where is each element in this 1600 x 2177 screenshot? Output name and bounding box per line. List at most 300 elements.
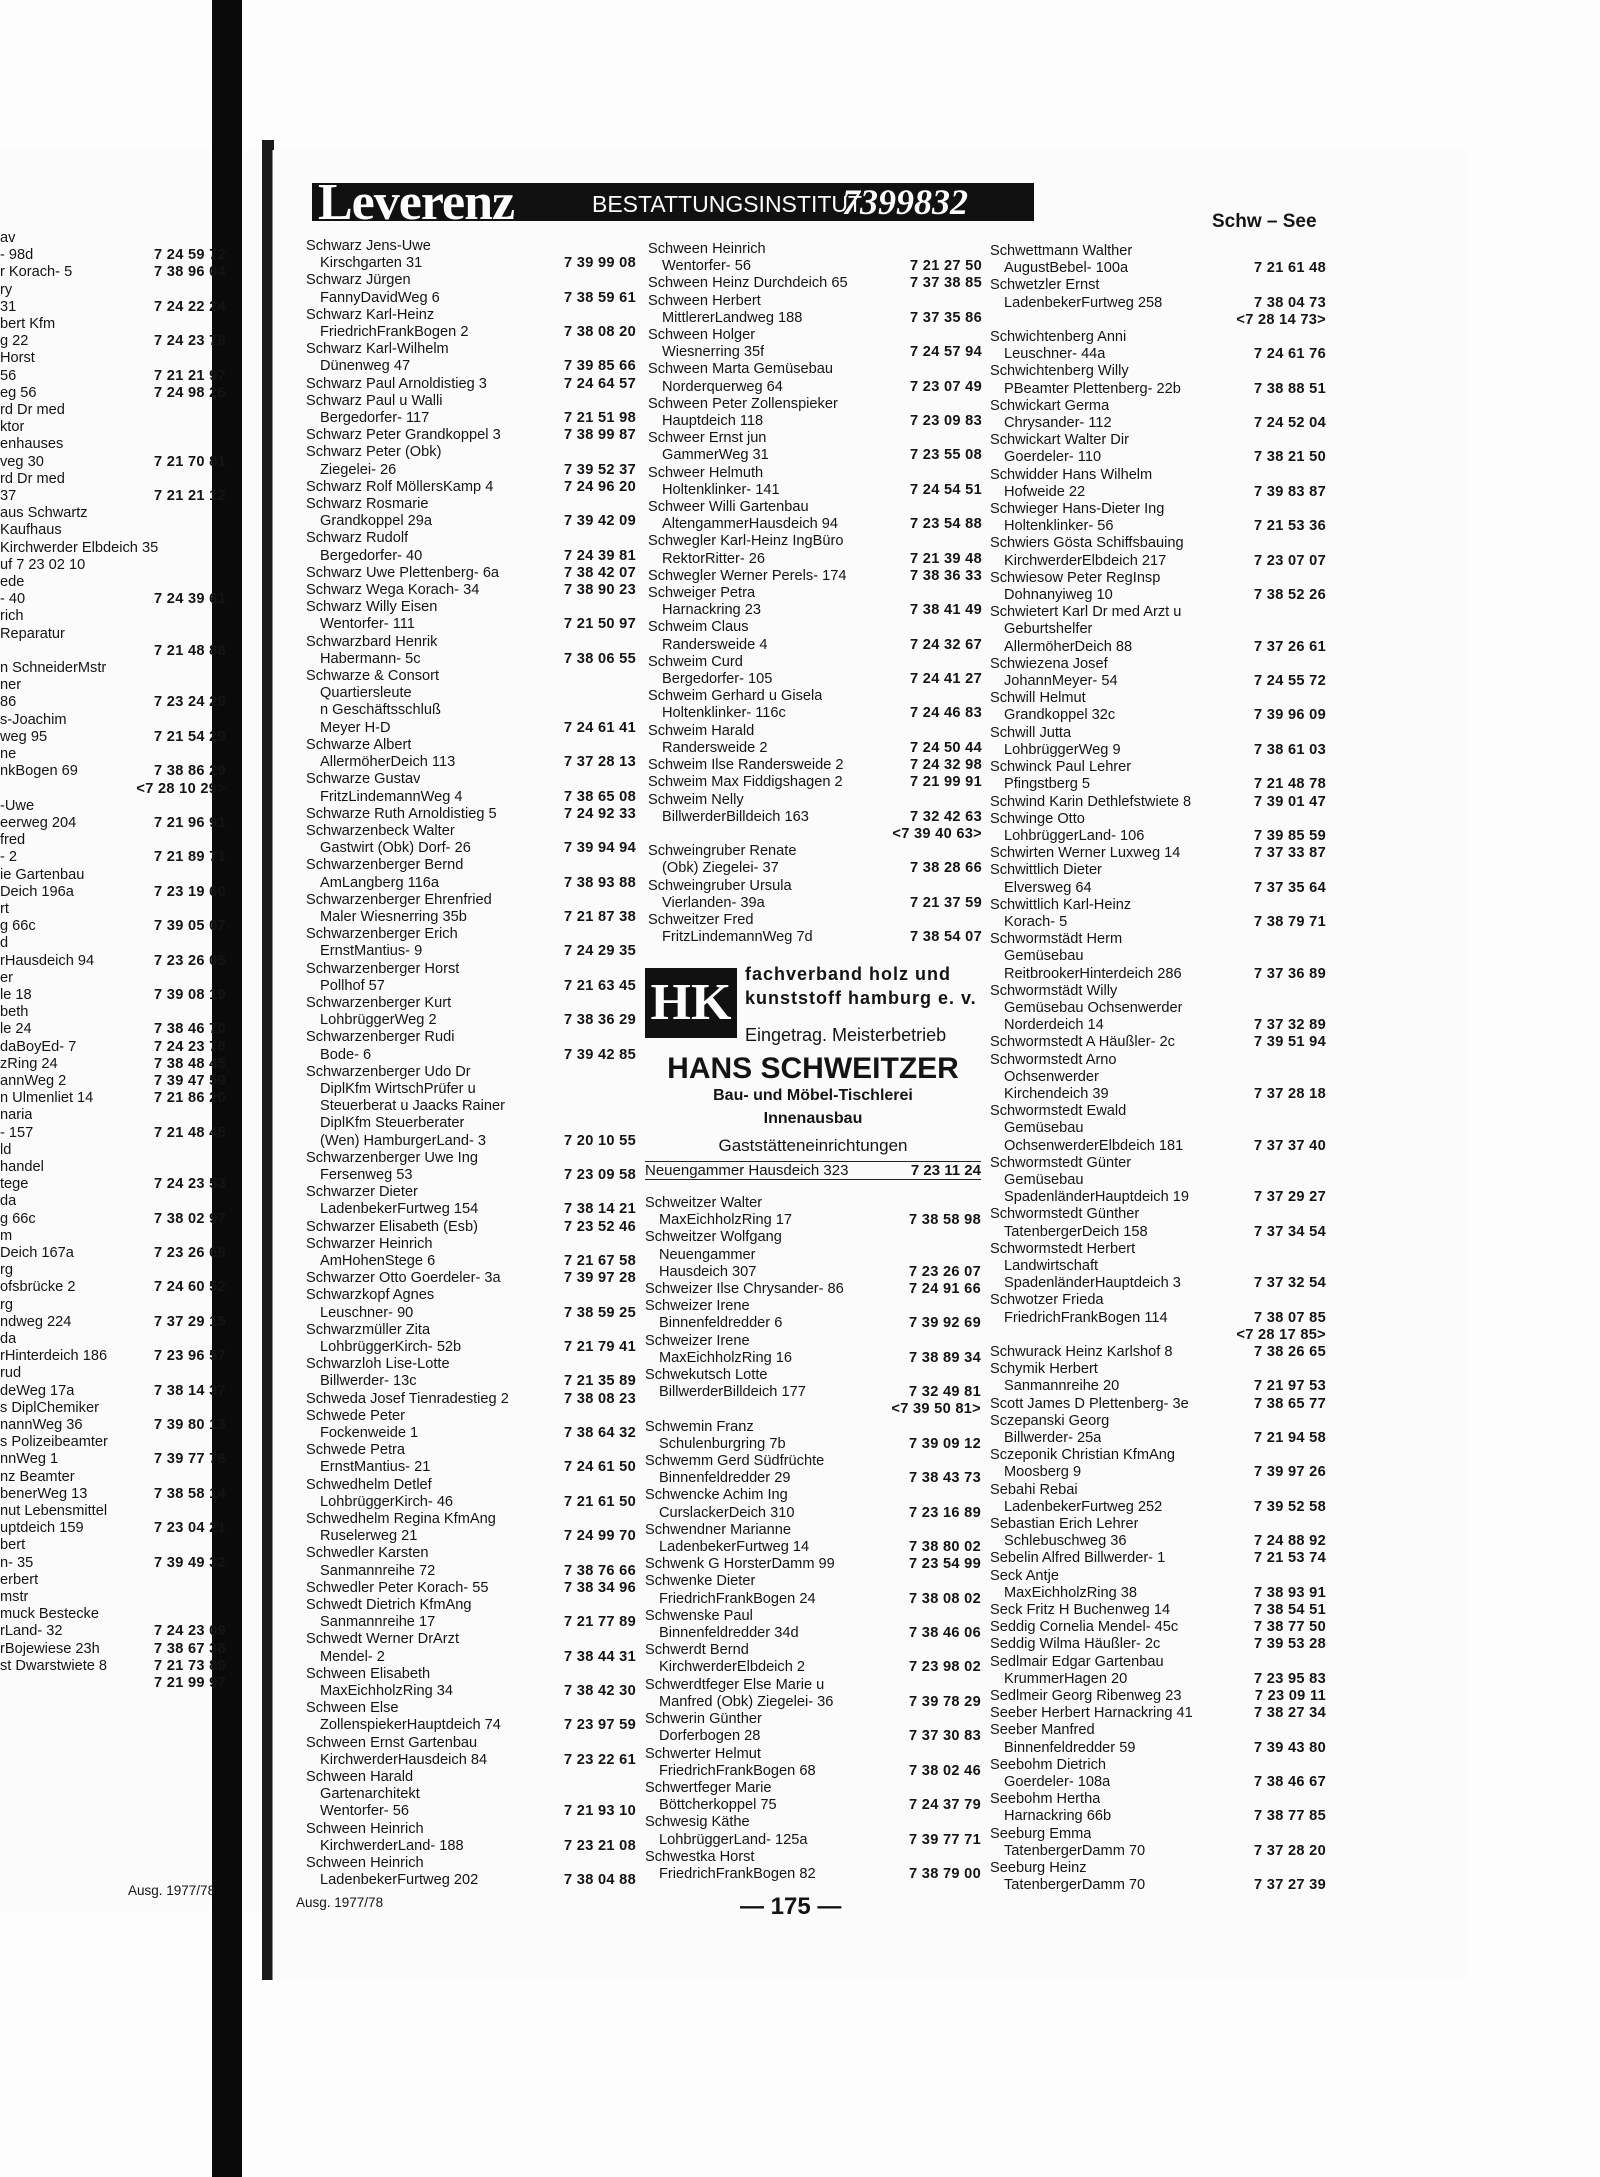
entry-phone: 7 24 61 76 [1254, 346, 1326, 363]
directory-entry [306, 1408, 636, 1425]
directory-entry [0, 1056, 226, 1073]
entry-phone: 7 24 23 09 [154, 1623, 226, 1640]
entry-text: MaxEichholzRing 38 [1004, 1584, 1138, 1601]
entry-phone: 7 37 36 89 [1254, 965, 1326, 982]
directory-entry [0, 660, 226, 677]
directory-entry [306, 1047, 636, 1064]
directory-entry [648, 860, 982, 877]
entry-phone [630, 238, 636, 255]
entry-text: 56 [0, 367, 17, 384]
entry-phone [222, 1331, 226, 1348]
directory-entry [645, 1591, 981, 1608]
entry-text: av [0, 230, 16, 246]
directory-entry [306, 1769, 636, 1786]
entry-phone: 7 39 92 69 [909, 1315, 981, 1332]
entry-text: Schwarze Ruth Arnoldistieg 5 [306, 805, 497, 822]
directory-entry [306, 1631, 636, 1648]
entry-phone: 7 21 61 50 [564, 1493, 636, 1510]
directory-entry [0, 1297, 226, 1314]
entry-phone [630, 1064, 636, 1081]
entry-phone [630, 1769, 636, 1786]
entry-phone [1320, 811, 1326, 828]
entry-phone [975, 1195, 981, 1212]
entry-phone [222, 471, 226, 488]
entry-text: rHausdeich 94 [0, 952, 95, 969]
entry-phone: 7 21 97 53 [1254, 1378, 1326, 1395]
entry-text: Schwickart Germa [990, 397, 1110, 414]
directory-entry [306, 272, 636, 289]
entry-phone [222, 522, 226, 539]
entry-text: CurslackerDeich 310 [659, 1504, 795, 1521]
directory-entry [0, 729, 226, 746]
entry-text: Schwencke Achim Ing [645, 1487, 788, 1504]
directory-entry [0, 1641, 226, 1658]
entry-phone: 7 39 01 47 [1254, 793, 1326, 810]
directory-entry [990, 1516, 1326, 1533]
entry-phone: 7 23 21 08 [564, 1837, 636, 1854]
entry-text: Schwickart Walter Dir [990, 432, 1129, 449]
entry-text: Schween Peter Zollenspieker [648, 395, 838, 412]
directory-entry [306, 1167, 636, 1184]
entry-text: Seeburg Emma [990, 1825, 1092, 1842]
entry-phone: 7 38 04 88 [564, 1872, 636, 1889]
entry-phone: 7 21 70 81 [154, 453, 226, 470]
directory-entry [0, 815, 226, 832]
directory-entry [306, 685, 636, 702]
entry-text: Schymik Herbert [990, 1361, 1098, 1378]
entry-phone [630, 599, 636, 616]
directory-entry [645, 1677, 981, 1694]
directory-entry [0, 1589, 226, 1606]
directory-entry [0, 1365, 226, 1382]
directory-entry [990, 346, 1326, 363]
directory-entry [645, 1642, 981, 1659]
entry-text: KrummerHagen 20 [1004, 1670, 1128, 1687]
directory-entry [306, 376, 636, 393]
entry-text: Bode- 6 [320, 1046, 372, 1063]
entry-text: beth [0, 1004, 29, 1021]
entry-phone: 7 38 02 97 [154, 1210, 226, 1227]
directory-entry [0, 626, 226, 643]
entry-phone: 7 24 41 27 [910, 671, 982, 688]
entry-phone: 7 38 96 04 [154, 264, 226, 281]
entry-phone: 7 38 34 96 [564, 1579, 636, 1596]
entry-phone: 7 32 49 81 [909, 1384, 981, 1401]
directory-entry [648, 344, 982, 361]
entry-phone [630, 634, 636, 651]
entry-phone [1320, 621, 1326, 638]
directory-entry [990, 381, 1326, 398]
directory-entry [645, 1350, 981, 1367]
entry-text: bert Kfm [0, 316, 56, 333]
entry-phone [222, 282, 226, 299]
entry-text: AllermöherDeich 113 [320, 754, 456, 771]
entry-phone [976, 688, 982, 705]
directory-entry [648, 705, 982, 722]
directory-entry [306, 1133, 636, 1150]
directory-entry [306, 720, 636, 737]
directory-entry [648, 293, 982, 310]
entry-phone: 7 21 87 38 [564, 908, 636, 925]
entry-text: Schwedhelm Regina KfmAng [306, 1511, 496, 1528]
entry-phone: 7 24 59 72 [154, 247, 226, 264]
entry-phone: 7 24 88 92 [1254, 1533, 1326, 1550]
entry-phone: 7 23 09 11 [1254, 1688, 1326, 1705]
entry-text: Gastwirt (Obk) Dorf- 26 [320, 840, 471, 857]
entry-phone: 7 24 37 79 [909, 1797, 981, 1814]
directory-entry [0, 1537, 226, 1554]
ad-company-name: HANS SCHWEITZER [667, 1052, 959, 1085]
entry-phone [222, 557, 226, 574]
entry-phone [1320, 1447, 1326, 1464]
entry-phone [976, 327, 982, 344]
entry-phone: 7 38 36 29 [564, 1012, 636, 1029]
directory-entry [306, 737, 636, 754]
directory-entry [306, 1494, 636, 1511]
entry-text: n Geschäftsschluß [320, 702, 441, 719]
entry-text: Schweizer Irene [645, 1332, 750, 1349]
entry-text: LohbrüggerKirch- 52b [320, 1339, 462, 1355]
entry-phone: 7 24 55 72 [1254, 673, 1326, 690]
entry-text: Seebohm Dietrich [990, 1756, 1106, 1773]
directory-entry [306, 1322, 636, 1339]
directory-entry [645, 1814, 981, 1831]
entry-text: LohbrüggerWeg 2 [320, 1012, 437, 1029]
entry-text: Randersweide 2 [662, 739, 768, 756]
entry-phone: 7 37 38 85 [910, 275, 982, 292]
entry-text: Schwarzer Dieter [306, 1184, 418, 1201]
entry-phone: 7 21 21 97 [154, 367, 226, 384]
entry-phone [222, 230, 226, 247]
directory-entry [306, 926, 636, 943]
directory-entry [645, 1746, 981, 1763]
entry-phone [222, 1503, 226, 1520]
entry-phone: 7 38 46 70 [154, 1021, 226, 1038]
entry-text: Horst [0, 350, 35, 367]
entry-phone [222, 901, 226, 918]
entry-text: Schwinge Otto [990, 810, 1085, 827]
entry-text: nannWeg 36 [0, 1417, 83, 1434]
directory-entry [306, 909, 636, 926]
entry-text: rg [0, 1296, 13, 1313]
entry-phone: 7 23 52 46 [564, 1218, 636, 1235]
directory-entry [645, 1419, 981, 1436]
directory-entry [645, 1264, 981, 1281]
directory-entry [990, 1155, 1326, 1172]
directory-entry [306, 1528, 636, 1545]
entry-text: Schwarzkopf Agnes [306, 1287, 435, 1304]
directory-entry [0, 488, 226, 505]
directory-entry [648, 533, 982, 550]
entry-text: Schwarzbard Henrik [306, 633, 438, 650]
entry-text: Ruselerweg 21 [320, 1528, 418, 1545]
entry-text: Schwiesow Peter RegInsp [990, 569, 1161, 586]
directory-entry [0, 1606, 226, 1623]
directory-entry [990, 931, 1326, 948]
entry-text: ld [0, 1141, 12, 1158]
entry-text: LohbrüggerWeg 9 [1004, 741, 1121, 758]
entry-text: zRing 24 [0, 1055, 58, 1072]
directory-entry [648, 792, 982, 809]
directory-entry [648, 671, 982, 688]
entry-text: Schwarzmüller Zita [306, 1321, 431, 1338]
entry-phone [975, 1298, 981, 1315]
entry-text: bert [0, 1537, 26, 1554]
entry-text: Sanmannreihe 20 [1004, 1378, 1120, 1395]
directory-entry [0, 849, 226, 866]
entry-phone: 7 39 85 59 [1254, 827, 1326, 844]
directory-entry [0, 557, 226, 574]
entry-text: da [0, 1193, 17, 1210]
entry-phone [975, 1780, 981, 1797]
entry-text: Wiesnerring 35f [662, 344, 765, 361]
entry-phone: 7 24 32 98 [910, 757, 982, 774]
entry-phone: 7 38 54 07 [910, 929, 982, 946]
entry-text: KirchwerderElbdeich 2 [659, 1659, 806, 1676]
directory-entry [990, 277, 1326, 294]
directory-entry [0, 1107, 226, 1124]
entry-text: Schwestka Horst [645, 1848, 755, 1865]
directory-entry [0, 918, 226, 935]
entry-text: Schwiers Gösta Schiffsbauing [990, 535, 1184, 552]
directory-entry [0, 350, 226, 367]
entry-phone [630, 1545, 636, 1562]
entry-phone [1320, 690, 1326, 707]
entry-text: ner [0, 677, 22, 694]
entry-text: Schween Heinrich [306, 1855, 424, 1872]
directory-entry [990, 1843, 1326, 1860]
entry-text: Schwarzenberger Ehrenfried [306, 891, 492, 908]
directory-entry [0, 712, 226, 729]
directory-entry [990, 1430, 1326, 1447]
entry-phone [222, 1159, 226, 1176]
entry-text: Schwarze Gustav [306, 771, 421, 788]
entry-text: PBeamter Plettenberg- 22b [1004, 380, 1181, 397]
directory-entry [0, 1520, 226, 1537]
directory-entry [306, 565, 636, 582]
entry-text: Schwarz Rudolf [306, 530, 409, 547]
page-number: — 175 — [740, 1893, 842, 1920]
entry-text: TatenbergerDamm 70 [1004, 1877, 1146, 1894]
directory-entry [990, 398, 1326, 415]
entry-text: LohbrüggerLand- 106 [1004, 827, 1145, 844]
entry-phone: <7 28 14 73> [1236, 311, 1326, 328]
entry-text: Wentorfer- 56 [320, 1803, 409, 1820]
directory-entry [645, 1556, 981, 1573]
directory-entry [648, 619, 982, 636]
entry-phone: 7 38 08 20 [564, 324, 636, 341]
entry-text: Schwotzer Frieda [990, 1292, 1104, 1309]
entry-phone: 7 23 09 83 [910, 413, 982, 430]
entry-text: MaxEichholzRing 16 [659, 1349, 793, 1366]
directory-entry [0, 574, 226, 591]
directory-entry [648, 482, 982, 499]
entry-phone [1320, 897, 1326, 914]
entry-phone: 7 39 78 29 [909, 1693, 981, 1710]
entry-phone [630, 1735, 636, 1752]
entry-text: Schulenburgring 7b [659, 1435, 786, 1452]
entry-phone [1320, 535, 1326, 552]
directory-entry [0, 316, 226, 333]
entry-text: LadenbekerFurtweg 202 [320, 1872, 479, 1889]
entry-phone: 7 21 48 45 [154, 1124, 226, 1141]
entry-phone: 7 38 54 51 [1254, 1602, 1326, 1619]
entry-text: Schwind Karin Dethlefstwiete 8 [990, 793, 1192, 810]
entry-phone [222, 402, 226, 419]
entry-text: Ochsenwerder [1004, 1068, 1099, 1085]
entry-phone: 7 21 89 71 [154, 849, 226, 866]
directory-entry [306, 651, 636, 668]
entry-text: Goerdeler- 110 [1004, 449, 1102, 466]
directory-entry [990, 1344, 1326, 1361]
directory-entry [990, 570, 1326, 587]
entry-phone [630, 1821, 636, 1838]
directory-entry [0, 1021, 226, 1038]
entry-phone [222, 1572, 226, 1589]
entry-text: rich [0, 608, 24, 625]
entry-text: ry [0, 281, 13, 298]
entry-text: Bergedorfer- 105 [662, 671, 773, 688]
entry-phone: 7 38 43 73 [909, 1470, 981, 1487]
entry-phone: 7 37 28 13 [564, 754, 636, 771]
directory-entry [306, 496, 636, 513]
entry-text: 31 [0, 298, 17, 315]
directory-entry [990, 1602, 1326, 1619]
directory-entry [990, 587, 1326, 604]
directory-entry [306, 1580, 636, 1597]
directory-entry [306, 548, 636, 565]
directory-entry [0, 385, 226, 402]
entry-phone: 7 24 92 33 [564, 805, 636, 822]
entry-phone [222, 746, 226, 763]
directory-entry [648, 413, 982, 430]
entry-text: Schwormstädt Herm [990, 931, 1123, 948]
directory-entry [306, 806, 636, 823]
entry-phone [1320, 759, 1326, 776]
entry-text: benerWeg 13 [0, 1485, 88, 1502]
entry-phone [976, 396, 982, 413]
directory-entry [306, 1064, 636, 1081]
directory-entry [990, 828, 1326, 845]
entry-text: Seeber Herbert Harnackring 41 [990, 1705, 1193, 1722]
entry-text: (Obk) Ziegelei- 37 [662, 860, 779, 877]
entry-text: rd Dr med [0, 402, 65, 419]
entry-text: Schweim Claus [648, 619, 749, 636]
entry-phone [976, 792, 982, 809]
directory-entry [0, 1623, 226, 1640]
entry-phone: 7 38 76 66 [564, 1562, 636, 1579]
directory-entry [645, 1608, 981, 1625]
entry-text: Binnenfeldredder 29 [659, 1470, 791, 1487]
entry-phone [975, 1608, 981, 1625]
entry-phone [630, 1477, 636, 1494]
directory-entry [306, 616, 636, 633]
entry-text: Böttcherkoppel 75 [659, 1797, 777, 1814]
entry-phone: 7 21 50 97 [564, 616, 636, 633]
entry-phone: 7 24 64 57 [564, 375, 636, 392]
entry-phone: 7 37 29 15 [154, 1313, 226, 1330]
directory-entry [990, 1499, 1326, 1516]
entry-phone [222, 798, 226, 815]
entry-text: Seck Antje [990, 1567, 1059, 1584]
entry-phone: 7 39 47 59 [154, 1072, 226, 1089]
directory-entry [306, 1356, 636, 1373]
entry-text: Goerdeler- 108a [1004, 1774, 1111, 1791]
directory-entry [0, 1486, 226, 1503]
entry-text: Seddig Wilma Häußler- 2c [990, 1636, 1161, 1653]
entry-text: Kirchwerder Elbdeich 35 [0, 539, 159, 556]
entry-text: Schwemin Franz [645, 1418, 754, 1435]
entry-text: FriedrichFrankBogen 82 [659, 1865, 816, 1882]
entry-phone: 7 38 93 91 [1254, 1584, 1326, 1601]
entry-phone [222, 1107, 226, 1124]
entry-phone [630, 892, 636, 909]
directory-entry [645, 1780, 981, 1797]
entry-text: GammerWeg 31 [662, 447, 769, 464]
directory-entry [645, 1694, 981, 1711]
entry-text: Binnenfeldredder 6 [659, 1315, 783, 1332]
directory-entry [990, 673, 1326, 690]
directory-entry [648, 379, 982, 396]
entry-phone: 7 38 08 23 [564, 1390, 636, 1407]
entry-text: Scott James D Plettenberg- 3e [990, 1395, 1189, 1412]
entry-phone [630, 961, 636, 978]
directory-entry [645, 1401, 981, 1418]
directory-entry [0, 264, 226, 281]
entry-phone: 7 38 42 07 [564, 564, 636, 581]
entry-phone: 7 39 49 32 [154, 1554, 226, 1571]
entry-phone: 7 38 59 61 [564, 289, 636, 306]
entry-text: Seddig Cornelia Mendel- 45c [990, 1619, 1179, 1636]
entry-phone [976, 361, 982, 378]
entry-text: uf 7 23 02 10 [0, 556, 86, 573]
entry-phone [1320, 1258, 1326, 1275]
entry-phone [975, 1487, 981, 1504]
entry-phone [630, 702, 636, 719]
entry-phone [1320, 1568, 1326, 1585]
directory-entry [648, 551, 982, 568]
entry-phone [1320, 1860, 1326, 1877]
entry-phone [975, 1367, 981, 1384]
entry-phone [1320, 363, 1326, 380]
entry-text: Schwarzenberger Kurt [306, 994, 452, 1011]
directory-entry [648, 826, 982, 843]
directory-entry [0, 471, 226, 488]
entry-phone [630, 1098, 636, 1115]
entry-phone [630, 995, 636, 1012]
entry-phone: 7 23 22 61 [564, 1751, 636, 1768]
entry-phone [1320, 1120, 1326, 1137]
entry-text: - 40 [0, 591, 26, 608]
directory-entry [306, 1545, 636, 1562]
entry-phone [222, 505, 226, 522]
directory-entry [0, 1503, 226, 1520]
entry-phone [222, 677, 226, 694]
entry-text: Schwormstedt Günther [990, 1206, 1140, 1223]
entry-phone [222, 1365, 226, 1382]
directory-entry [306, 1339, 636, 1356]
entry-text: Schwormstedt Ewald [990, 1103, 1127, 1120]
entry-text: n SchneiderMstr [0, 660, 107, 677]
entry-text: LohbrüggerLand- 125a [659, 1831, 808, 1848]
entry-phone [630, 771, 636, 788]
entry-phone [222, 1589, 226, 1606]
entry-phone [1320, 1155, 1326, 1172]
column-1 [306, 238, 636, 1890]
entry-text: Schwarzenberger Uwe Ing [306, 1149, 478, 1166]
entry-text: Schween Harald [306, 1769, 414, 1786]
entry-text: s Polizeibeamter [0, 1434, 108, 1451]
